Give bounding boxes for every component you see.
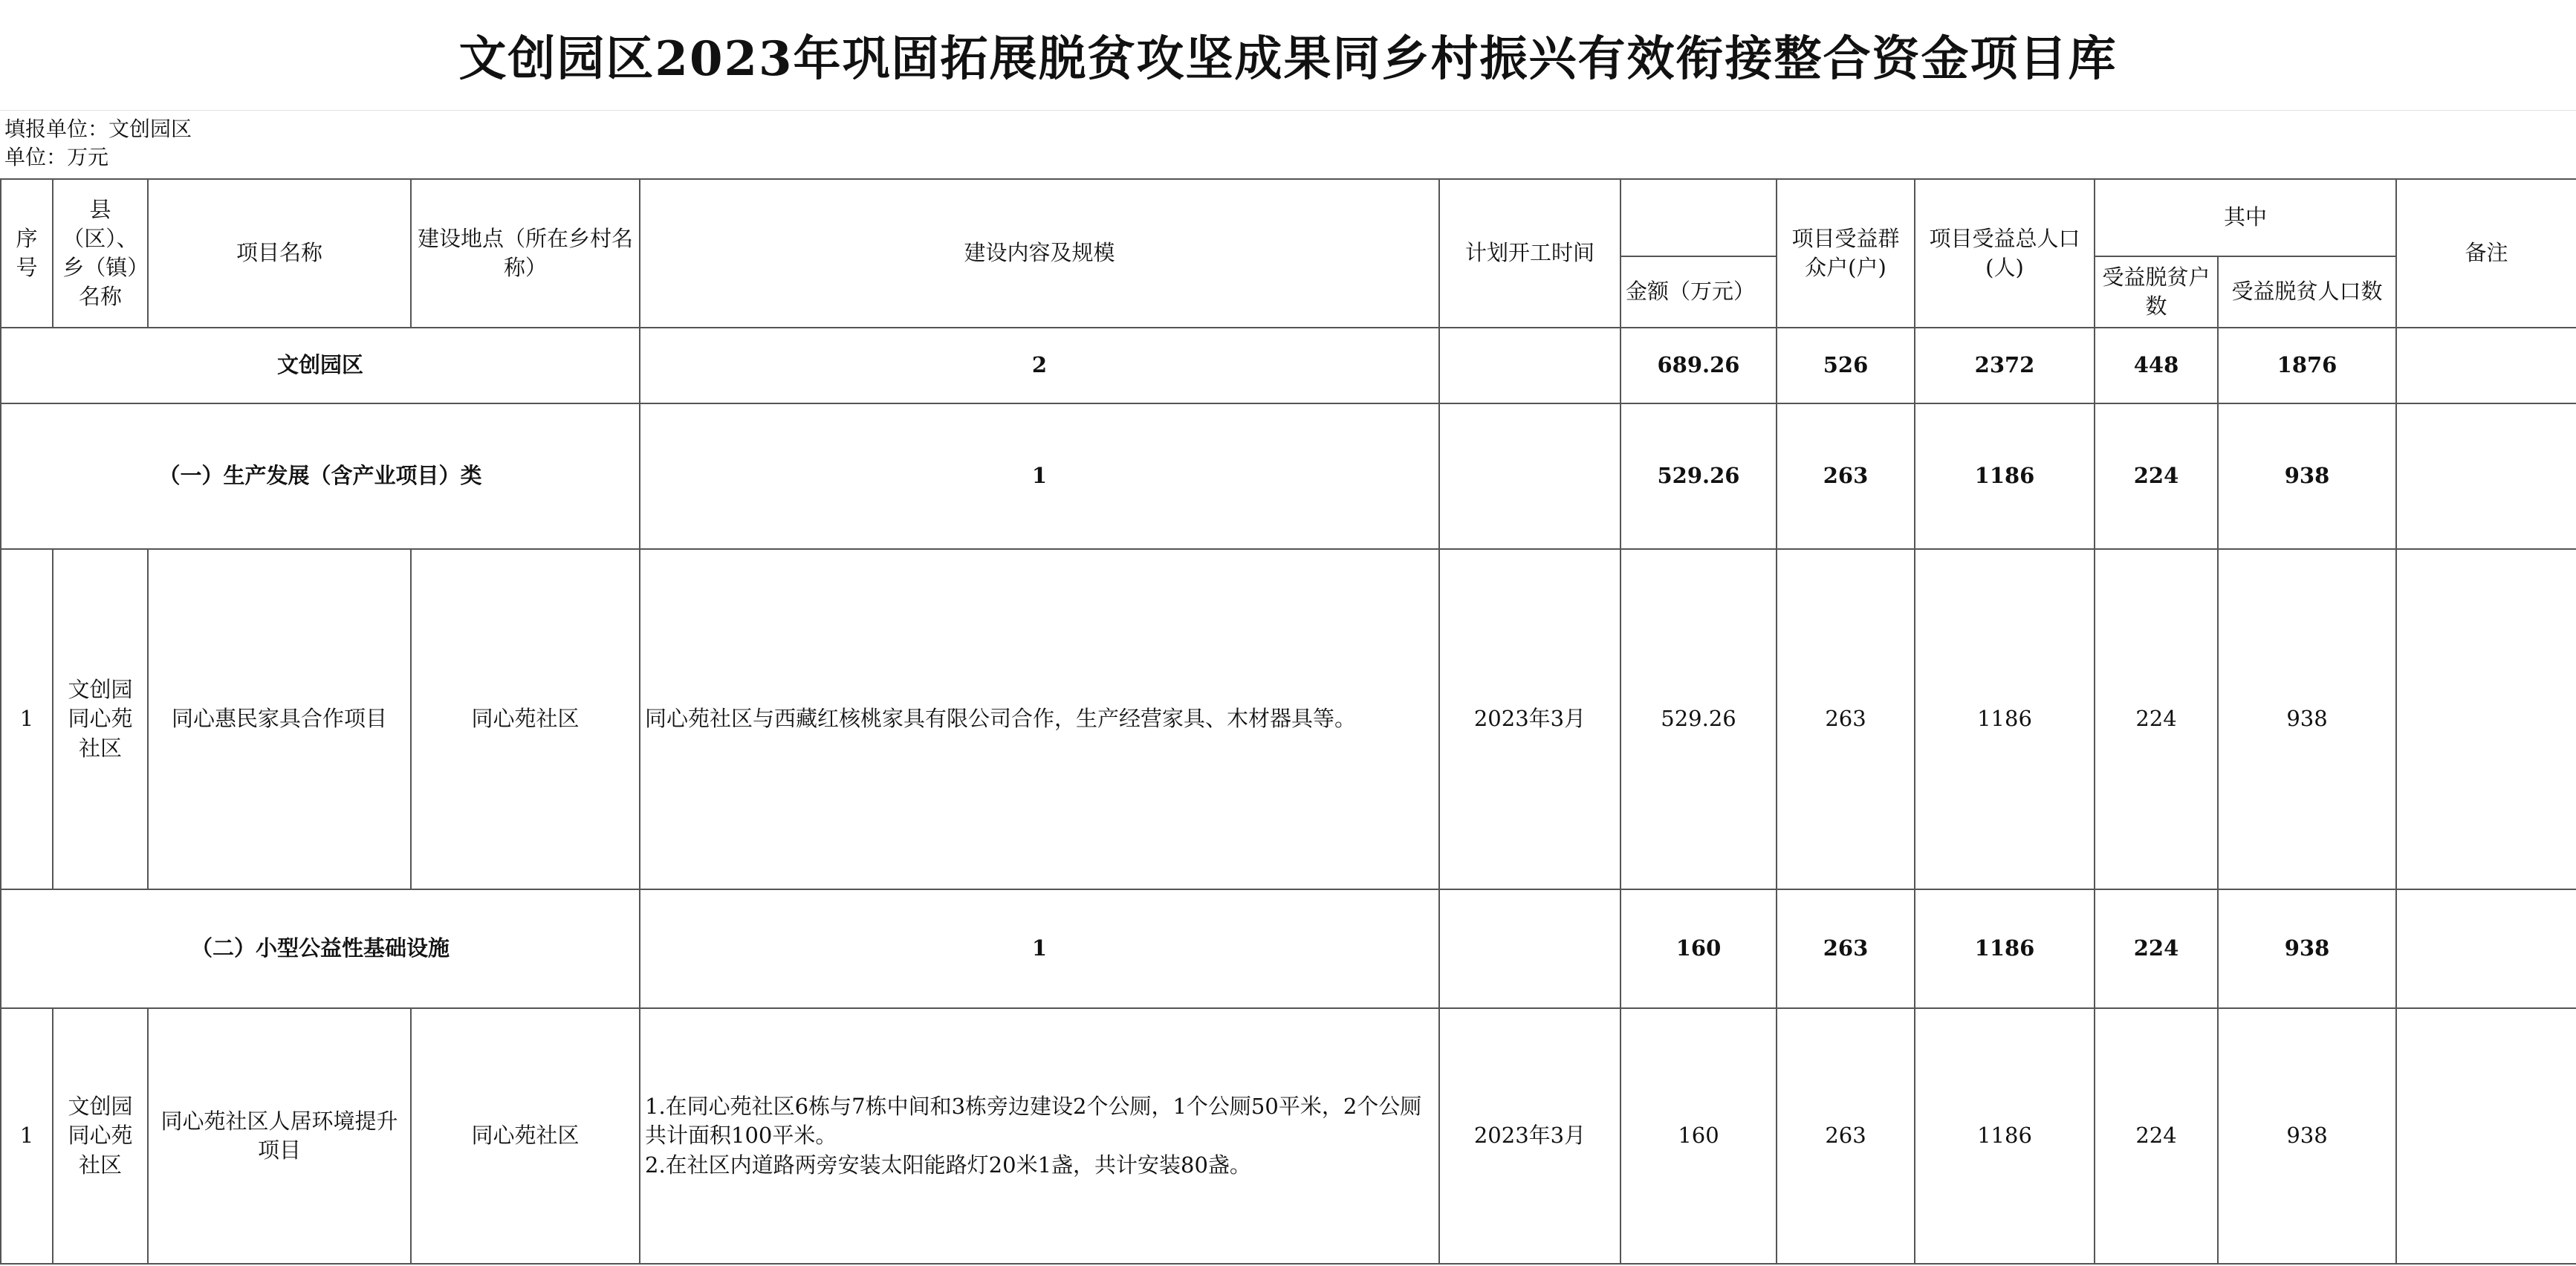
table-row bbox=[1, 549, 2576, 889]
section-remarks bbox=[2396, 889, 2576, 1008]
total-poor-households: 448 bbox=[2095, 328, 2218, 403]
section-poor-households: 224 bbox=[2095, 403, 2218, 549]
table-row bbox=[1, 1008, 2576, 1264]
item-seq: 1 bbox=[1, 549, 53, 889]
section-households: 263 bbox=[1777, 889, 1915, 1008]
header-poor-households: 受益脱贫户数 bbox=[2095, 256, 2218, 328]
header-content: 建设内容及规模 bbox=[640, 179, 1439, 328]
section-poor-population: 938 bbox=[2218, 403, 2396, 549]
section-count: 1 bbox=[640, 889, 1439, 1008]
header-seq: 序号 bbox=[1, 179, 53, 328]
header-amount: 金额（万元） bbox=[1620, 256, 1777, 328]
section-poor-population: 938 bbox=[2218, 889, 2396, 1008]
total-start-time bbox=[1439, 328, 1620, 403]
section-count: 1 bbox=[640, 403, 1439, 549]
header-among: 其中 bbox=[2095, 179, 2396, 256]
section-start-time bbox=[1439, 889, 1620, 1008]
item-seq: 1 bbox=[1, 1008, 53, 1264]
section-label: （一）生产发展（含产业项目）类 bbox=[1, 403, 640, 549]
total-poor-population: 1876 bbox=[2218, 328, 2396, 403]
item-content bbox=[640, 1008, 1439, 1264]
report-unit: 填报单位：文创园区 bbox=[4, 117, 192, 141]
section-row bbox=[1, 403, 2576, 549]
section-population: 1186 bbox=[1915, 889, 2095, 1008]
total-count: 2 bbox=[640, 328, 1439, 403]
header-remarks: 备注 bbox=[2396, 179, 2576, 328]
section-remarks bbox=[2396, 403, 2576, 549]
header-poor-population: 受益脱贫人口数 bbox=[2218, 256, 2396, 328]
header-start-time: 计划开工时间 bbox=[1439, 179, 1620, 328]
item-start-time: 2023年3月 bbox=[1439, 1008, 1620, 1264]
item-location: 同心苑社区 bbox=[411, 549, 640, 889]
total-remarks bbox=[2396, 328, 2576, 403]
item-poor-households: 224 bbox=[2095, 1008, 2218, 1264]
item-amount: 529.26 bbox=[1620, 549, 1777, 889]
item-content-line: 2.在社区内道路两旁安装太阳能路灯20米1盏，共计安装80盏。 bbox=[645, 1152, 1251, 1178]
item-households: 263 bbox=[1777, 549, 1915, 889]
item-population: 1186 bbox=[1915, 1008, 2095, 1264]
item-county: 文创园同心苑社区 bbox=[53, 549, 148, 889]
section-row bbox=[1, 889, 2576, 1008]
item-amount: 160 bbox=[1620, 1008, 1777, 1264]
header-project-name: 项目名称 bbox=[148, 179, 411, 328]
header-county: 县（区）、乡（镇）名称 bbox=[53, 179, 148, 328]
total-population: 2372 bbox=[1915, 328, 2095, 403]
item-poor-population: 938 bbox=[2218, 549, 2396, 889]
item-content-line: 1.在同心苑社区6栋与7栋中间和3栋旁边建设2个公厕，1个公厕50平米，2个公厕共计面积100平米。 bbox=[645, 1094, 1422, 1149]
item-remarks bbox=[2396, 549, 2576, 889]
section-households: 263 bbox=[1777, 403, 1915, 549]
total-label: 文创园区 bbox=[1, 328, 640, 403]
total-households: 526 bbox=[1777, 328, 1915, 403]
section-amount: 160 bbox=[1620, 889, 1777, 1008]
header-location: 建设地点（所在乡村名称） bbox=[411, 179, 640, 328]
unit-label: 单位：万元 bbox=[4, 145, 109, 169]
header-population: 项目受益总人口(人) bbox=[1915, 179, 2095, 328]
section-population: 1186 bbox=[1915, 403, 2095, 549]
item-poor-households: 224 bbox=[2095, 549, 2218, 889]
item-poor-population: 938 bbox=[2218, 1008, 2396, 1264]
total-row bbox=[1, 328, 2576, 403]
item-population: 1186 bbox=[1915, 549, 2095, 889]
section-poor-households: 224 bbox=[2095, 889, 2218, 1008]
header-households: 项目受益群众户(户) bbox=[1777, 179, 1915, 328]
page-title: 文创园区2023年巩固拓展脱贫攻坚成果同乡村振兴有效衔接整合资金项目库 bbox=[0, 0, 2576, 111]
total-amount: 689.26 bbox=[1620, 328, 1777, 403]
section-amount: 529.26 bbox=[1620, 403, 1777, 549]
header-amount-top bbox=[1620, 179, 1777, 256]
item-project-name: 同心苑社区人居环境提升项目 bbox=[148, 1008, 411, 1264]
item-content: 同心苑社区与西藏红核桃家具有限公司合作，生产经营家具、木材器具等。 bbox=[640, 549, 1439, 889]
item-households: 263 bbox=[1777, 1008, 1915, 1264]
item-project-name: 同心惠民家具合作项目 bbox=[148, 549, 411, 889]
project-table bbox=[0, 178, 2576, 1265]
section-label: （二）小型公益性基础设施 bbox=[1, 889, 640, 1008]
item-start-time: 2023年3月 bbox=[1439, 549, 1620, 889]
table-header-row bbox=[1, 179, 2576, 256]
section-start-time bbox=[1439, 403, 1620, 549]
item-remarks bbox=[2396, 1008, 2576, 1264]
item-county: 文创园同心苑社区 bbox=[53, 1008, 148, 1264]
item-location: 同心苑社区 bbox=[411, 1008, 640, 1264]
